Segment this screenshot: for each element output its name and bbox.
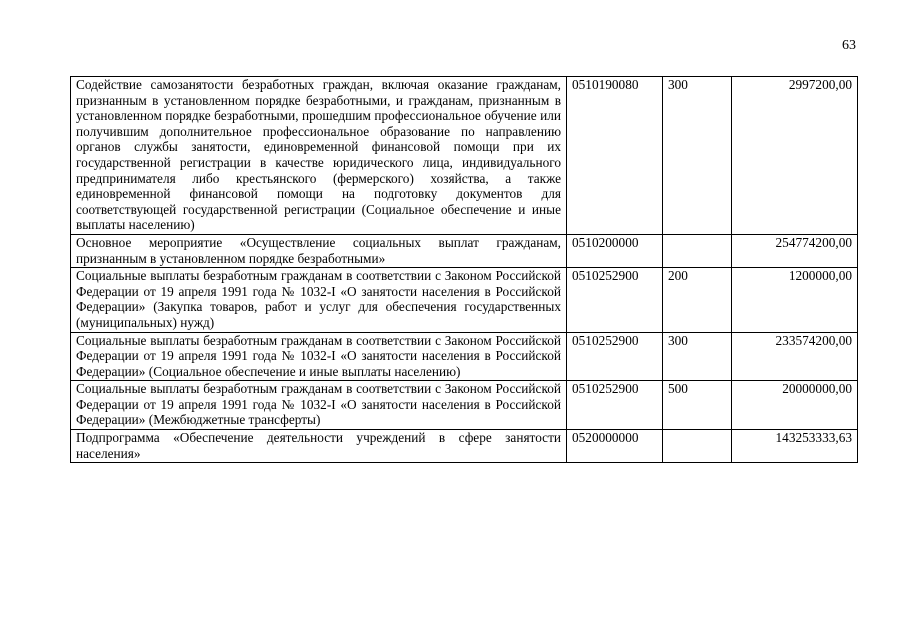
row-amount-cell: 1200000,00 <box>732 268 858 332</box>
row-amount-cell: 143253333,63 <box>732 430 858 463</box>
table-row <box>71 77 858 235</box>
row-name-cell: Социальные выплаты безработным гражданам в соответствии с Законом Российской Федерации от 19 апреля 1991 года № 1032-I «О занятости населения в Российской Федерации» (Закупка товаров, работ и услуг для обеспечения государственных (муниципальных) нужд) <box>71 268 567 332</box>
row-type-cell: 300 <box>663 77 732 235</box>
row-type-cell <box>663 430 732 463</box>
row-name-cell: Содействие самозанятости безработных граждан, включая оказание гражданам, признанным в установленном порядке безработными, и гражданам, признанным в установленном порядке безработными, прошедшим профессиональное обучение или получившим дополнительное профессиональное образование по направлению органов службы занятости, единовременной финансовой помощи при их государственной регистрации в качестве юридического лица, индивидуального предпринимателя либо крестьянского (фермерского) хозяйства, а также единовременной финансовой помощи на подготовку документов для соответствующей государственной регистрации (Социальное обеспечение и иные выплаты населению) <box>71 77 567 235</box>
row-amount-cell: 20000000,00 <box>732 381 858 430</box>
row-amount-cell: 2997200,00 <box>732 77 858 235</box>
row-amount-cell: 233574200,00 <box>732 332 858 381</box>
table-row <box>71 332 858 381</box>
row-type-cell: 300 <box>663 332 732 381</box>
table-row <box>71 381 858 430</box>
row-name-cell: Подпрограмма «Обеспечение деятельности учреждений в сфере занятости населения» <box>71 430 567 463</box>
table-row <box>71 430 858 463</box>
row-name-cell: Социальные выплаты безработным гражданам в соответствии с Законом Российской Федерации от 19 апреля 1991 года № 1032-I «О занятости населения в Российской Федерации» (Межбюджетные трансферты) <box>71 381 567 430</box>
row-name-cell: Основное мероприятие «Осуществление социальных выплат гражданам, признанным в установленном порядке безработными» <box>71 234 567 267</box>
row-name-cell: Социальные выплаты безработным гражданам в соответствии с Законом Российской Федерации от 19 апреля 1991 года № 1032-I «О занятости населения в Российской Федерации» (Социальное обеспечение и иные выплаты населению) <box>71 332 567 381</box>
row-type-cell: 500 <box>663 381 732 430</box>
row-type-cell <box>663 234 732 267</box>
page-number: 63 <box>842 38 856 53</box>
table-row <box>71 268 858 332</box>
row-code-cell: 0510190080 <box>567 77 663 235</box>
row-code-cell: 0510252900 <box>567 332 663 381</box>
budget-table <box>70 76 858 463</box>
row-code-cell: 0510200000 <box>567 234 663 267</box>
table-row <box>71 234 858 267</box>
row-code-cell: 0520000000 <box>567 430 663 463</box>
row-code-cell: 0510252900 <box>567 268 663 332</box>
row-amount-cell: 254774200,00 <box>732 234 858 267</box>
row-code-cell: 0510252900 <box>567 381 663 430</box>
row-type-cell: 200 <box>663 268 732 332</box>
